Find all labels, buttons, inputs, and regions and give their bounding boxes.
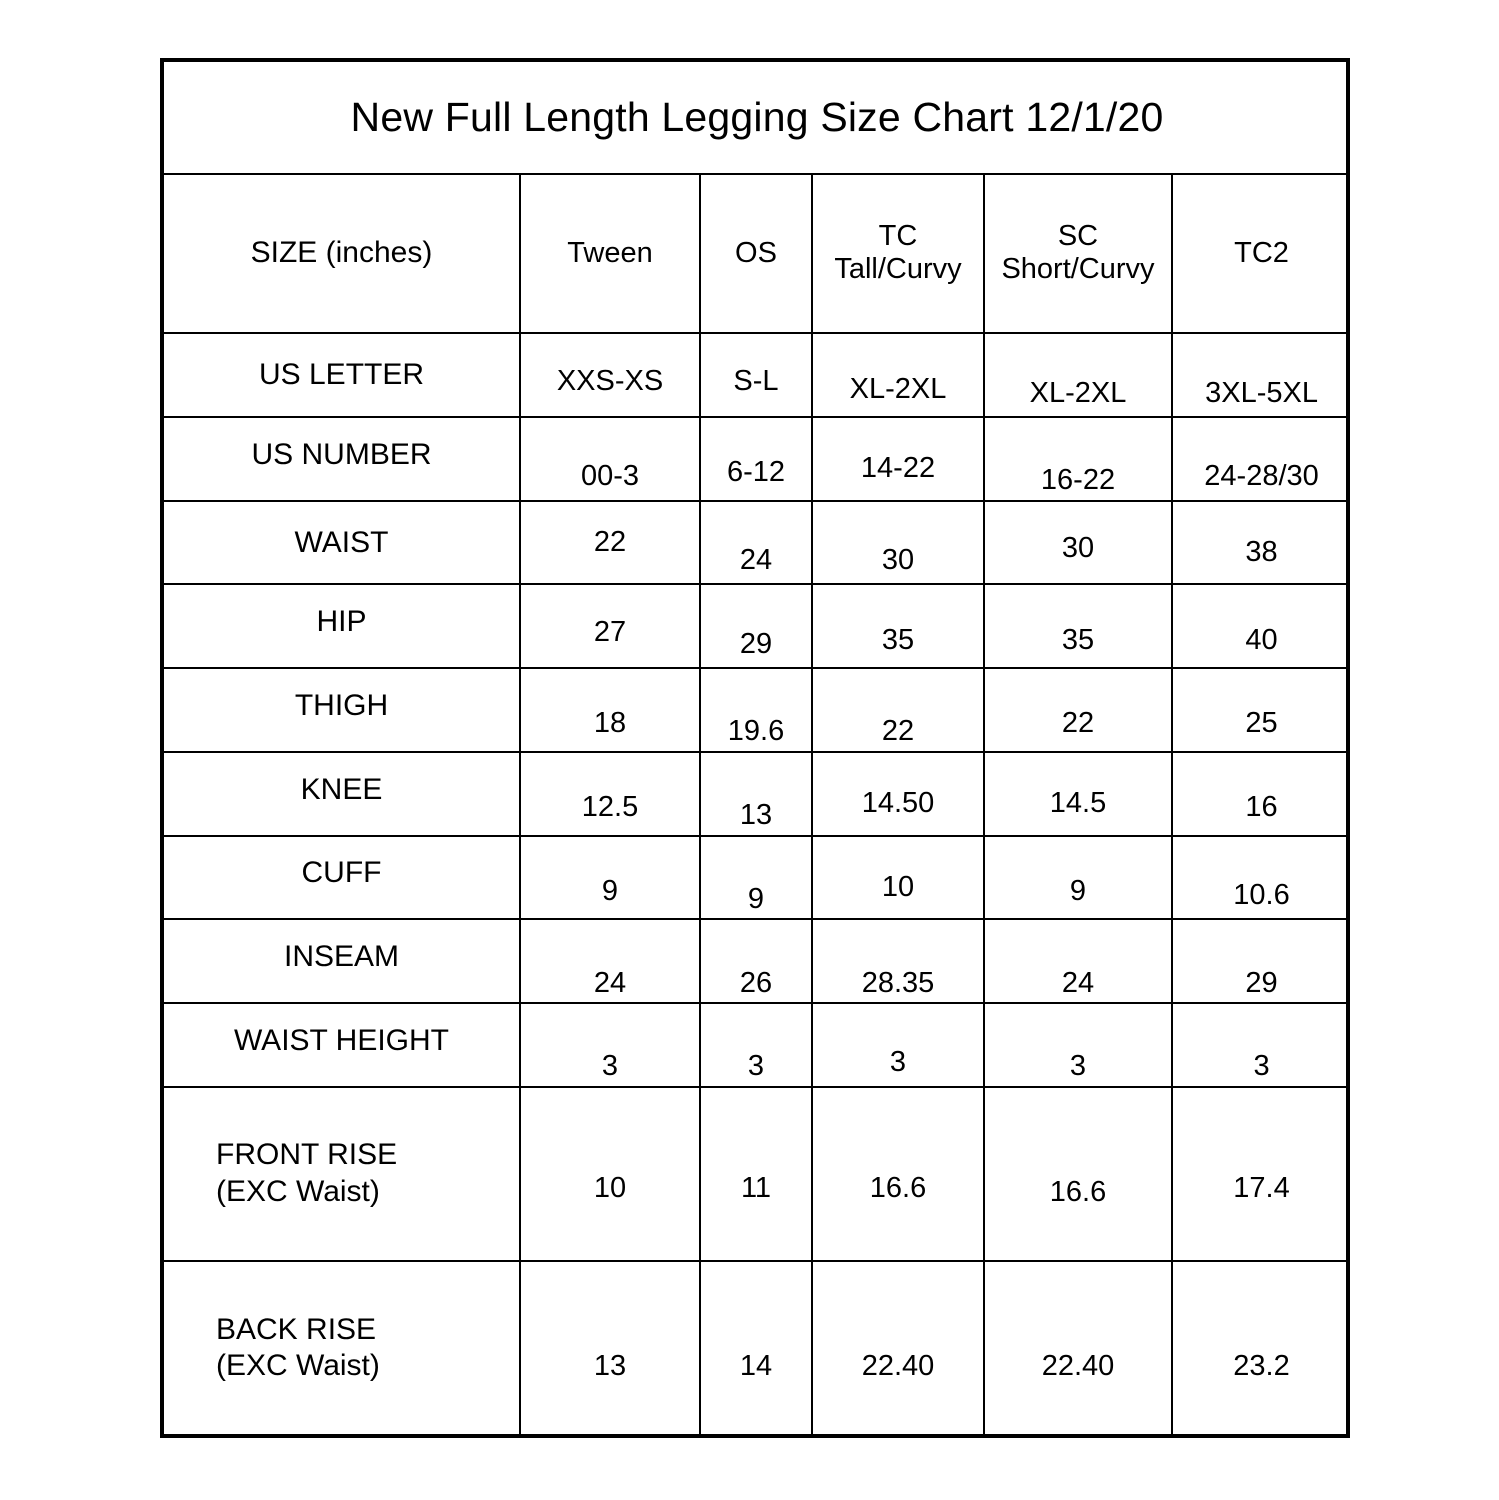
row-label-cuff: CUFF xyxy=(164,832,520,916)
header-size-inches: SIZE (inches) xyxy=(164,174,520,334)
cell-thigh-os: 19.6 xyxy=(700,690,812,774)
cell-us-letter-sc: XL-2XL xyxy=(984,351,1172,435)
cell-cuff-sc: 9 xyxy=(984,850,1172,934)
cell-us-letter-os: S-L xyxy=(700,339,812,423)
row-label-waist: WAIST xyxy=(164,501,520,585)
row-label-thigh: THIGH xyxy=(164,664,520,748)
header-col-tc-line1: TC xyxy=(878,220,918,253)
cell-front-rise-os: 11 xyxy=(700,1101,812,1276)
header-col-tween-line1: Tween xyxy=(567,236,653,269)
cell-knee-os: 13 xyxy=(700,774,812,858)
cell-knee-tween: 12.5 xyxy=(520,766,700,850)
cell-waist-height-os: 3 xyxy=(700,1025,812,1109)
cell-hip-tc: 35 xyxy=(812,598,984,682)
row-label-us-number: US NUMBER xyxy=(164,413,520,497)
cell-inseam-tc: 28.35 xyxy=(812,941,984,1025)
header-col-sc-line2: Short/Curvy xyxy=(1001,253,1155,286)
cell-us-letter-tc2: 3XL-5XL xyxy=(1172,351,1350,435)
cell-waist-height-tween: 3 xyxy=(520,1025,700,1109)
cell-cuff-os: 9 xyxy=(700,858,812,942)
cell-waist-tc2: 38 xyxy=(1172,511,1350,595)
header-col-os-line1: OS xyxy=(735,236,777,269)
row-label-back-rise-line2: (EXC Waist) xyxy=(216,1349,380,1383)
cell-back-rise-os: 14 xyxy=(700,1279,812,1452)
header-col-sc xyxy=(984,174,1172,334)
cell-inseam-os: 26 xyxy=(700,941,812,1025)
row-label-waist-height: WAIST HEIGHT xyxy=(164,999,520,1083)
cell-us-number-sc: 16-22 xyxy=(984,439,1172,523)
table-row xyxy=(164,1087,1350,1262)
cell-thigh-tween: 18 xyxy=(520,682,700,766)
cell-hip-tween: 27 xyxy=(520,590,700,674)
cell-cuff-tween: 9 xyxy=(520,850,700,934)
cell-hip-sc: 35 xyxy=(984,598,1172,682)
cell-waist-height-sc: 3 xyxy=(984,1025,1172,1109)
cell-knee-sc: 14.5 xyxy=(984,762,1172,846)
size-chart-container xyxy=(160,58,1350,1438)
cell-front-rise-sc: 16.6 xyxy=(984,1105,1172,1280)
cell-us-letter-tc: XL-2XL xyxy=(812,347,984,431)
row-label-back-rise-line1: BACK RISE xyxy=(216,1312,377,1346)
cell-thigh-tc: 22 xyxy=(812,690,984,774)
header-col-tween xyxy=(520,174,700,334)
cell-inseam-tc2: 29 xyxy=(1172,941,1350,1025)
cell-knee-tc: 14.50 xyxy=(812,762,984,846)
cell-us-number-os: 6-12 xyxy=(700,431,812,515)
cell-inseam-tween: 24 xyxy=(520,941,700,1025)
cell-cuff-tc: 10 xyxy=(812,846,984,930)
table-row xyxy=(164,333,1350,417)
cell-us-number-tc2: 24-28/30 xyxy=(1172,435,1350,519)
cell-waist-tween: 22 xyxy=(520,501,700,585)
cell-front-rise-tc: 16.6 xyxy=(812,1101,984,1276)
cell-thigh-tc2: 25 xyxy=(1172,682,1350,766)
cell-hip-tc2: 40 xyxy=(1172,598,1350,682)
table-header-row xyxy=(164,174,1350,334)
row-label-back-rise xyxy=(164,1261,520,1434)
cell-front-rise-tween: 10 xyxy=(520,1101,700,1276)
cell-cuff-tc2: 10.6 xyxy=(1172,854,1350,938)
cell-front-rise-tc2: 17.4 xyxy=(1172,1101,1350,1276)
header-col-tc-line2: Tall/Curvy xyxy=(834,253,962,286)
row-label-front-rise-line1: FRONT RISE xyxy=(216,1138,398,1172)
cell-waist-height-tc: 3 xyxy=(812,1021,984,1105)
row-label-knee: KNEE xyxy=(164,748,520,832)
cell-waist-os: 24 xyxy=(700,519,812,603)
cell-back-rise-tc2: 23.2 xyxy=(1172,1279,1350,1452)
row-label-front-rise-line2: (EXC Waist) xyxy=(216,1175,380,1209)
row-label-hip: HIP xyxy=(164,580,520,664)
header-col-tc2-line1: TC2 xyxy=(1234,236,1289,269)
header-col-os xyxy=(700,174,812,334)
header-col-tc2 xyxy=(1172,174,1350,334)
cell-waist-sc: 30 xyxy=(984,507,1172,591)
cell-back-rise-sc: 22.40 xyxy=(984,1279,1172,1452)
cell-us-number-tween: 00-3 xyxy=(520,435,700,519)
cell-thigh-sc: 22 xyxy=(984,682,1172,766)
row-label-us-letter: US LETTER xyxy=(164,333,520,417)
cell-waist-tc: 30 xyxy=(812,519,984,603)
cell-waist-height-tc2: 3 xyxy=(1172,1025,1350,1109)
cell-us-letter-tween: XXS-XS xyxy=(520,339,700,423)
row-label-front-rise xyxy=(164,1087,520,1262)
cell-back-rise-tween: 13 xyxy=(520,1279,700,1452)
table-title-row xyxy=(164,62,1350,174)
header-col-sc-line1: SC xyxy=(1057,220,1099,253)
cell-knee-tc2: 16 xyxy=(1172,766,1350,850)
header-col-tc xyxy=(812,174,984,334)
table-row xyxy=(164,1261,1350,1434)
cell-hip-os: 29 xyxy=(700,602,812,686)
page-title: New Full Length Legging Size Chart 12/1/20 xyxy=(164,62,1350,174)
cell-us-number-tc: 14-22 xyxy=(812,427,984,511)
cell-back-rise-tc: 22.40 xyxy=(812,1279,984,1452)
row-label-inseam: INSEAM xyxy=(164,915,520,999)
cell-inseam-sc: 24 xyxy=(984,941,1172,1025)
legging-size-chart-table xyxy=(164,62,1350,1434)
